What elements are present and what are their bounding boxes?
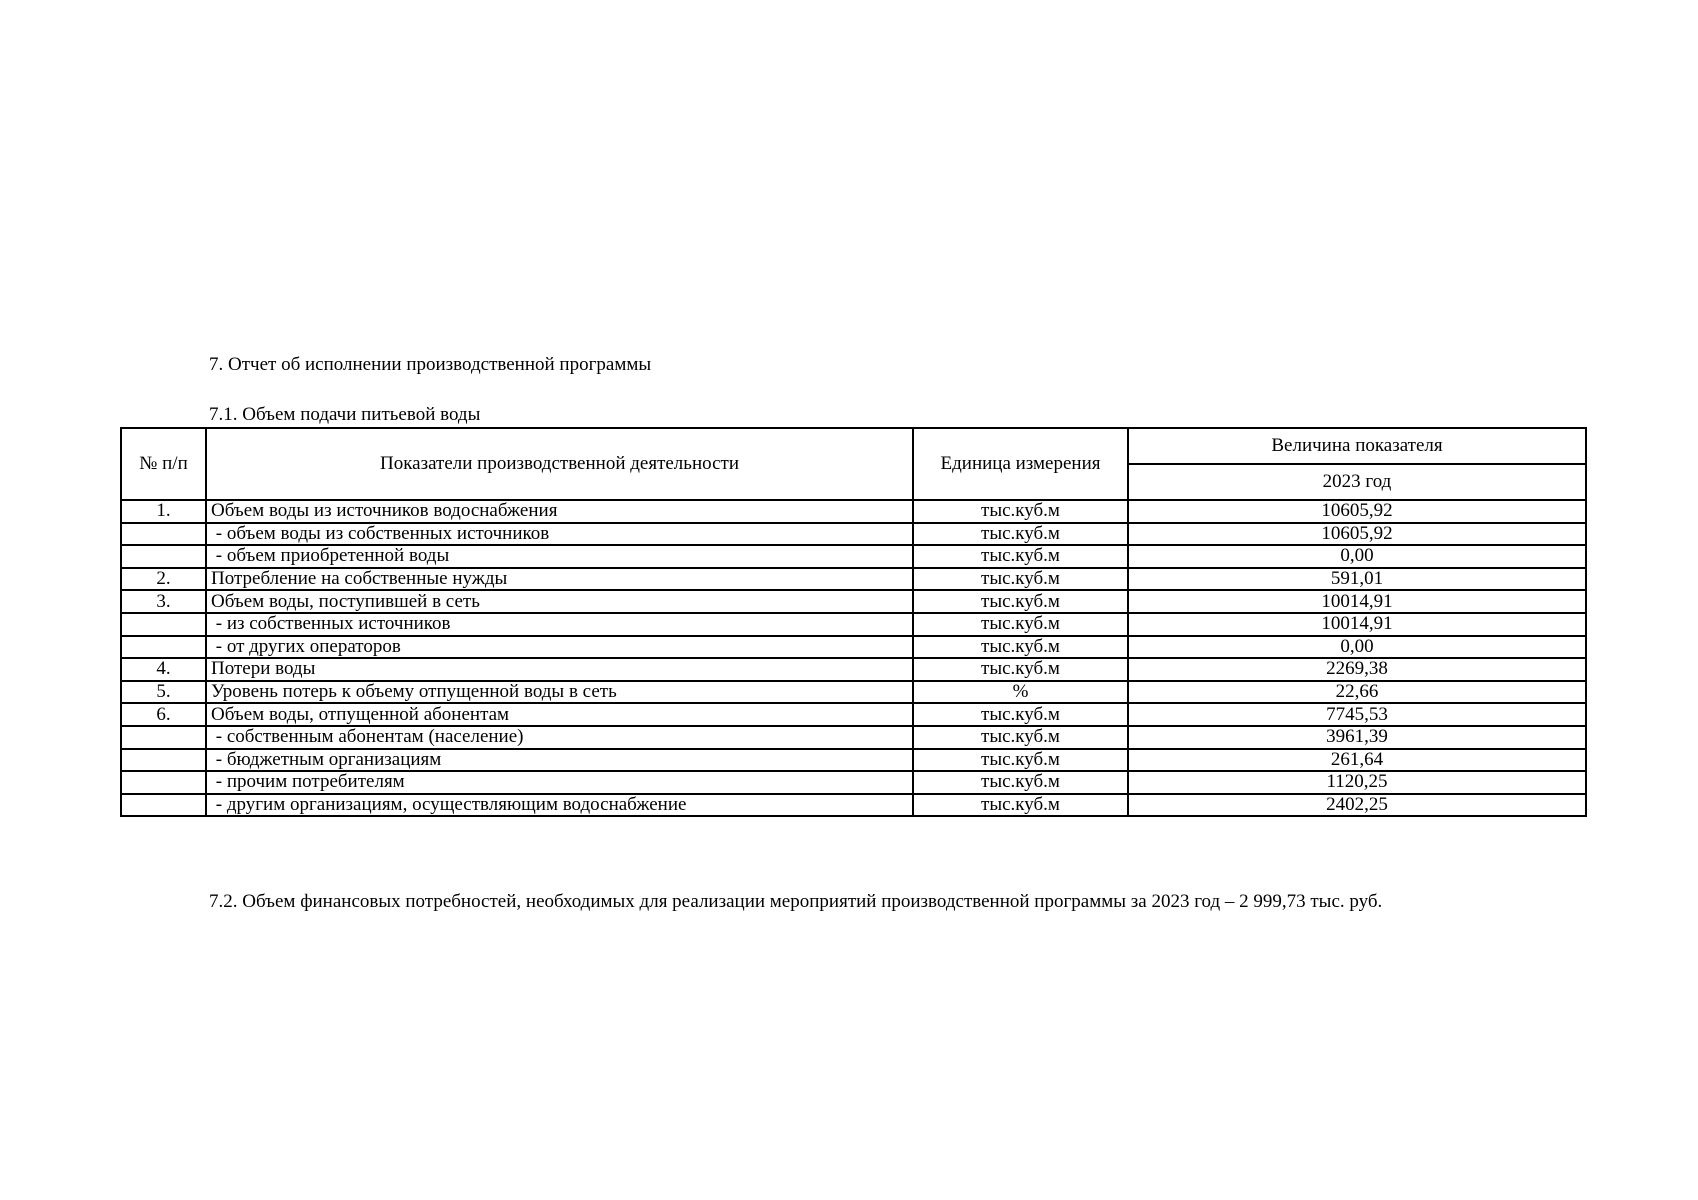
table-row [121,568,1586,591]
row-unit: тыс.куб.м [913,749,1128,772]
production-report-table [120,427,1587,817]
table-row [121,658,1586,681]
row-unit: тыс.куб.м [913,636,1128,659]
row-number: 3. [121,590,206,613]
row-unit: тыс.куб.м [913,726,1128,749]
row-indicator: Объем воды из источников водоснабжения [206,500,913,523]
row-value: 0,00 [1128,636,1586,659]
table-row [121,703,1586,726]
row-number [121,545,206,568]
table-row [121,749,1586,772]
row-indicator: - из собственных источников [206,613,913,636]
table-row [121,545,1586,568]
row-indicator: Уровень потерь к объему отпущенной воды в сеть [206,681,913,704]
row-indicator: - прочим потребителям [206,771,913,794]
row-value: 10014,91 [1128,590,1586,613]
financial-needs-note: 7.2. Объем финансовых потребностей, необходимых для реализации мероприятий производственной программы за 2023 год – 2 999,73 тыс. руб. [209,891,1383,912]
header-indicator: Показатели производственной деятельности [206,428,913,500]
row-number: 1. [121,500,206,523]
row-unit: тыс.куб.м [913,613,1128,636]
header-value: Величина показателя [1128,428,1586,464]
row-unit: тыс.куб.м [913,794,1128,817]
row-value: 261,64 [1128,749,1586,772]
table-row [121,726,1586,749]
row-value: 0,00 [1128,545,1586,568]
row-value: 7745,53 [1128,703,1586,726]
table-row [121,681,1586,704]
row-unit: тыс.куб.м [913,523,1128,546]
table-row [121,523,1586,546]
row-value: 10605,92 [1128,523,1586,546]
table-row [121,771,1586,794]
row-unit: % [913,681,1128,704]
row-indicator: Потребление на собственные нужды [206,568,913,591]
row-indicator: Объем воды, поступившей в сеть [206,590,913,613]
row-number [121,726,206,749]
row-number: 6. [121,703,206,726]
row-number [121,636,206,659]
header-year: 2023 год [1128,464,1586,500]
row-number [121,771,206,794]
row-unit: тыс.куб.м [913,500,1128,523]
row-number: 5. [121,681,206,704]
row-unit: тыс.куб.м [913,658,1128,681]
row-indicator: - объем приобретенной воды [206,545,913,568]
row-indicator: - бюджетным организациям [206,749,913,772]
row-indicator: Потери воды [206,658,913,681]
row-number [121,613,206,636]
row-indicator: - от других операторов [206,636,913,659]
row-value: 10014,91 [1128,613,1586,636]
row-value: 2402,25 [1128,794,1586,817]
table-row [121,590,1586,613]
header-num: № п/п [121,428,206,500]
row-indicator: - объем воды из собственных источников [206,523,913,546]
row-unit: тыс.куб.м [913,703,1128,726]
section-title: 7. Отчет об исполнении производственной программы [209,354,652,375]
table-row [121,794,1586,817]
row-unit: тыс.куб.м [913,771,1128,794]
row-number [121,749,206,772]
row-unit: тыс.куб.м [913,568,1128,591]
table-body [121,500,1586,816]
row-number [121,794,206,817]
row-indicator: - собственным абонентам (население) [206,726,913,749]
header-unit: Единица измерения [913,428,1128,500]
row-value: 2269,38 [1128,658,1586,681]
row-indicator: - другим организациям, осуществляющим водоснабжение [206,794,913,817]
row-indicator: Объем воды, отпущенной абонентам [206,703,913,726]
row-value: 3961,39 [1128,726,1586,749]
row-value: 591,01 [1128,568,1586,591]
row-number: 2. [121,568,206,591]
row-number: 4. [121,658,206,681]
row-number [121,523,206,546]
row-unit: тыс.куб.м [913,545,1128,568]
row-value: 1120,25 [1128,771,1586,794]
subsection-title: 7.1. Объем подачи питьевой воды [209,404,481,425]
row-value: 22,66 [1128,681,1586,704]
row-value: 10605,92 [1128,500,1586,523]
row-unit: тыс.куб.м [913,590,1128,613]
table-row [121,500,1586,523]
table-row [121,636,1586,659]
table-row [121,613,1586,636]
